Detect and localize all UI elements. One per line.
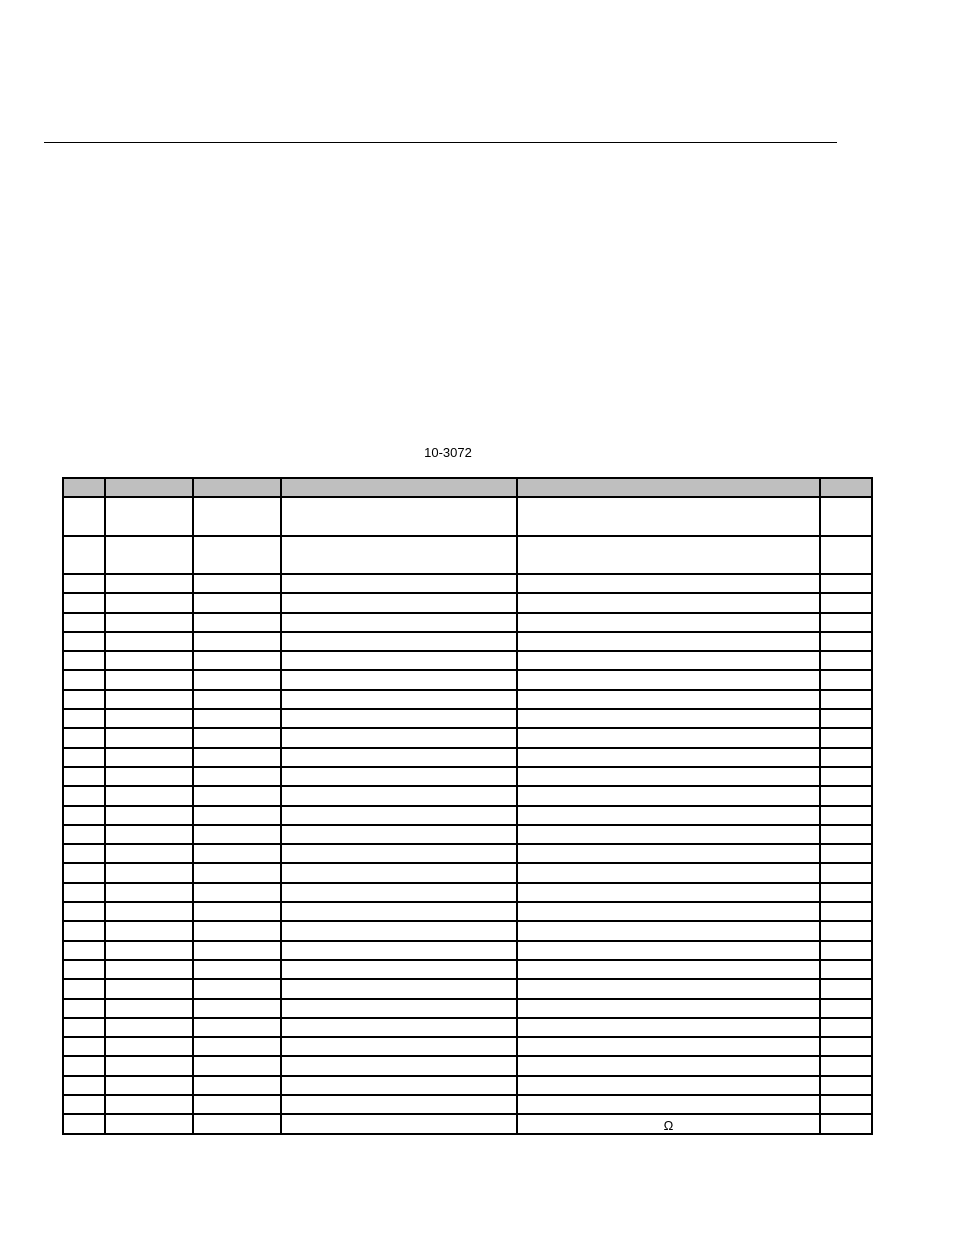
table-cell bbox=[63, 574, 105, 593]
table-cell bbox=[517, 767, 820, 786]
table-cell bbox=[193, 1056, 281, 1075]
table-row bbox=[63, 883, 872, 902]
table-cell bbox=[281, 979, 517, 998]
table-cell bbox=[105, 632, 193, 651]
table-cell bbox=[281, 767, 517, 786]
table-cell bbox=[820, 1114, 872, 1133]
table-cell bbox=[193, 1114, 281, 1133]
table-cell bbox=[193, 786, 281, 805]
table-cell bbox=[193, 632, 281, 651]
table-cell bbox=[193, 690, 281, 709]
table-row bbox=[63, 960, 872, 979]
table-cell bbox=[105, 497, 193, 536]
table-cell bbox=[193, 651, 281, 670]
table-cell bbox=[63, 536, 105, 575]
table-cell bbox=[63, 1114, 105, 1133]
table-cell bbox=[820, 921, 872, 940]
table-cell bbox=[820, 574, 872, 593]
table-cell bbox=[63, 786, 105, 805]
table-row bbox=[63, 536, 872, 575]
table-cell bbox=[105, 960, 193, 979]
table-cell bbox=[517, 536, 820, 575]
table-cell bbox=[281, 1018, 517, 1037]
table-row bbox=[63, 593, 872, 612]
table-row bbox=[63, 613, 872, 632]
table-cell bbox=[281, 497, 517, 536]
table-row bbox=[63, 670, 872, 689]
table-cell bbox=[63, 690, 105, 709]
header-cell bbox=[63, 478, 105, 497]
table-cell bbox=[105, 825, 193, 844]
table-cell bbox=[281, 825, 517, 844]
table-cell bbox=[517, 921, 820, 940]
table-row bbox=[63, 690, 872, 709]
table-row bbox=[63, 632, 872, 651]
table-cell bbox=[193, 1018, 281, 1037]
horizontal-rule bbox=[44, 142, 837, 143]
table-cell bbox=[820, 1018, 872, 1037]
table-cell bbox=[105, 883, 193, 902]
table-cell bbox=[281, 690, 517, 709]
table-cell bbox=[517, 806, 820, 825]
table-cell bbox=[517, 1018, 820, 1037]
table-cell bbox=[517, 593, 820, 612]
table-cell bbox=[517, 979, 820, 998]
table-cell bbox=[281, 902, 517, 921]
table-cell bbox=[820, 999, 872, 1018]
table-cell bbox=[820, 593, 872, 612]
table-cell bbox=[63, 709, 105, 728]
table-cell bbox=[193, 863, 281, 882]
table-cell bbox=[63, 613, 105, 632]
table-cell bbox=[193, 728, 281, 747]
ohm-symbol-cell: Ω bbox=[517, 1114, 820, 1133]
table-cell bbox=[281, 883, 517, 902]
table-cell bbox=[105, 1095, 193, 1114]
table-cell bbox=[281, 863, 517, 882]
table-cell bbox=[281, 632, 517, 651]
table-cell bbox=[63, 941, 105, 960]
table-cell bbox=[281, 921, 517, 940]
table-cell bbox=[105, 1114, 193, 1133]
table-cell bbox=[820, 536, 872, 575]
table-cell bbox=[193, 670, 281, 689]
table-cell bbox=[281, 1056, 517, 1075]
table-row bbox=[63, 767, 872, 786]
table-cell bbox=[281, 844, 517, 863]
table-cell bbox=[105, 941, 193, 960]
table-cell bbox=[63, 979, 105, 998]
table-cell bbox=[281, 960, 517, 979]
table-cell bbox=[105, 979, 193, 998]
header-cell bbox=[517, 478, 820, 497]
table-cell bbox=[63, 593, 105, 612]
table-row bbox=[63, 786, 872, 805]
table-cell bbox=[517, 825, 820, 844]
table-row bbox=[63, 1114, 872, 1133]
table-cell bbox=[105, 863, 193, 882]
table-cell bbox=[517, 1095, 820, 1114]
table-cell bbox=[281, 613, 517, 632]
table-row bbox=[63, 651, 872, 670]
table-cell bbox=[63, 670, 105, 689]
table-cell bbox=[193, 1076, 281, 1095]
table-cell bbox=[63, 825, 105, 844]
table-cell bbox=[517, 960, 820, 979]
table-cell bbox=[820, 767, 872, 786]
table-cell bbox=[820, 670, 872, 689]
table-cell bbox=[193, 902, 281, 921]
table-cell bbox=[517, 690, 820, 709]
table-cell bbox=[63, 921, 105, 940]
table-cell bbox=[63, 497, 105, 536]
table-cell bbox=[63, 883, 105, 902]
table-cell bbox=[105, 921, 193, 940]
table-cell bbox=[105, 651, 193, 670]
table-row bbox=[63, 863, 872, 882]
table-cell bbox=[820, 748, 872, 767]
table-row bbox=[63, 1056, 872, 1075]
table-cell bbox=[517, 844, 820, 863]
table-cell bbox=[820, 1076, 872, 1095]
table-cell bbox=[105, 999, 193, 1018]
table-cell bbox=[820, 613, 872, 632]
table-row bbox=[63, 728, 872, 747]
table-cell bbox=[820, 1095, 872, 1114]
table-cell bbox=[193, 825, 281, 844]
table-cell bbox=[63, 1037, 105, 1056]
table-cell bbox=[517, 863, 820, 882]
table-row bbox=[63, 748, 872, 767]
table-cell bbox=[517, 902, 820, 921]
table-cell bbox=[281, 1114, 517, 1133]
table-cell bbox=[63, 1095, 105, 1114]
table-cell bbox=[517, 999, 820, 1018]
table-cell bbox=[193, 979, 281, 998]
table-cell bbox=[63, 1056, 105, 1075]
table-cell bbox=[281, 806, 517, 825]
table-cell bbox=[820, 806, 872, 825]
table-cell bbox=[63, 902, 105, 921]
table-cell bbox=[517, 497, 820, 536]
table-cell bbox=[193, 497, 281, 536]
table-row bbox=[63, 497, 872, 536]
header-cell bbox=[105, 478, 193, 497]
table-cell bbox=[105, 844, 193, 863]
table-cell bbox=[105, 786, 193, 805]
table-row bbox=[63, 941, 872, 960]
header-cell bbox=[820, 478, 872, 497]
table-cell bbox=[63, 863, 105, 882]
table-row bbox=[63, 921, 872, 940]
table-cell bbox=[193, 1095, 281, 1114]
table-cell bbox=[281, 999, 517, 1018]
table-cell bbox=[820, 960, 872, 979]
table-cell bbox=[517, 613, 820, 632]
table-cell bbox=[193, 806, 281, 825]
parts-list-table bbox=[62, 477, 873, 1135]
table-cell bbox=[820, 709, 872, 728]
table-cell bbox=[820, 690, 872, 709]
table-cell bbox=[281, 941, 517, 960]
table-cell bbox=[105, 1076, 193, 1095]
table-cell bbox=[63, 632, 105, 651]
table-cell bbox=[281, 1076, 517, 1095]
table-cell bbox=[517, 632, 820, 651]
table-cell bbox=[193, 960, 281, 979]
table-body bbox=[63, 497, 872, 1134]
table-cell bbox=[63, 960, 105, 979]
table-cell bbox=[105, 902, 193, 921]
table-cell bbox=[63, 999, 105, 1018]
header-cell bbox=[193, 478, 281, 497]
table-row bbox=[63, 1076, 872, 1095]
table-cell bbox=[517, 709, 820, 728]
table-cell bbox=[193, 941, 281, 960]
table-cell bbox=[517, 1076, 820, 1095]
table-row bbox=[63, 825, 872, 844]
table-cell bbox=[63, 1076, 105, 1095]
table-cell bbox=[820, 497, 872, 536]
table-cell bbox=[105, 728, 193, 747]
table-row bbox=[63, 999, 872, 1018]
table-cell bbox=[63, 748, 105, 767]
table-cell bbox=[105, 748, 193, 767]
table-cell bbox=[517, 651, 820, 670]
table-cell bbox=[820, 1037, 872, 1056]
table-cell bbox=[105, 767, 193, 786]
table-row bbox=[63, 979, 872, 998]
table-cell bbox=[105, 1037, 193, 1056]
table-cell bbox=[105, 806, 193, 825]
table-cell bbox=[820, 825, 872, 844]
table-cell bbox=[63, 806, 105, 825]
table-cell bbox=[820, 728, 872, 747]
table-cell bbox=[281, 670, 517, 689]
header-cell bbox=[281, 478, 517, 497]
table-cell bbox=[193, 1037, 281, 1056]
table-cell bbox=[517, 1037, 820, 1056]
table-cell bbox=[517, 728, 820, 747]
table-cell bbox=[105, 690, 193, 709]
table-cell bbox=[517, 748, 820, 767]
table-cell bbox=[63, 651, 105, 670]
table-cell bbox=[105, 670, 193, 689]
table-cell bbox=[193, 921, 281, 940]
table-cell bbox=[820, 941, 872, 960]
table-cell bbox=[193, 574, 281, 593]
table-cell bbox=[193, 844, 281, 863]
table-cell bbox=[517, 883, 820, 902]
table-cell bbox=[193, 767, 281, 786]
table-cell bbox=[105, 709, 193, 728]
table-cell bbox=[820, 844, 872, 863]
table-row bbox=[63, 574, 872, 593]
table-cell bbox=[193, 593, 281, 612]
table-cell bbox=[193, 883, 281, 902]
table-cell bbox=[105, 613, 193, 632]
table-header-row bbox=[63, 478, 872, 497]
table-cell bbox=[193, 999, 281, 1018]
table-row bbox=[63, 1037, 872, 1056]
table-row bbox=[63, 709, 872, 728]
table-cell bbox=[517, 941, 820, 960]
table-cell bbox=[517, 786, 820, 805]
table-cell bbox=[281, 574, 517, 593]
table-row bbox=[63, 902, 872, 921]
table-cell bbox=[820, 651, 872, 670]
table-cell bbox=[820, 1056, 872, 1075]
table-cell bbox=[820, 883, 872, 902]
table-row bbox=[63, 1095, 872, 1114]
table-cell bbox=[63, 844, 105, 863]
table-cell bbox=[105, 1056, 193, 1075]
table-cell bbox=[193, 748, 281, 767]
table-cell bbox=[517, 574, 820, 593]
table-cell bbox=[820, 902, 872, 921]
table-cell bbox=[193, 536, 281, 575]
table-cell bbox=[281, 786, 517, 805]
table-cell bbox=[63, 728, 105, 747]
table-cell bbox=[105, 574, 193, 593]
table-cell bbox=[820, 632, 872, 651]
table-cell bbox=[63, 1018, 105, 1037]
table-cell bbox=[820, 979, 872, 998]
table-cell bbox=[281, 728, 517, 747]
table-cell bbox=[105, 536, 193, 575]
table-cell bbox=[820, 786, 872, 805]
table-row bbox=[63, 806, 872, 825]
table-cell bbox=[281, 748, 517, 767]
table-cell bbox=[820, 863, 872, 882]
table-cell bbox=[281, 1037, 517, 1056]
table-cell bbox=[193, 709, 281, 728]
table-cell bbox=[63, 767, 105, 786]
table-cell bbox=[281, 1095, 517, 1114]
table-cell bbox=[517, 670, 820, 689]
table-cell bbox=[193, 613, 281, 632]
table-caption: 10-3072 bbox=[424, 445, 472, 460]
table-cell bbox=[517, 1056, 820, 1075]
table-cell bbox=[105, 1018, 193, 1037]
table-cell bbox=[105, 593, 193, 612]
table-row bbox=[63, 1018, 872, 1037]
table-cell bbox=[281, 651, 517, 670]
table-row bbox=[63, 844, 872, 863]
table-cell bbox=[281, 709, 517, 728]
table-cell bbox=[281, 536, 517, 575]
table-cell bbox=[281, 593, 517, 612]
